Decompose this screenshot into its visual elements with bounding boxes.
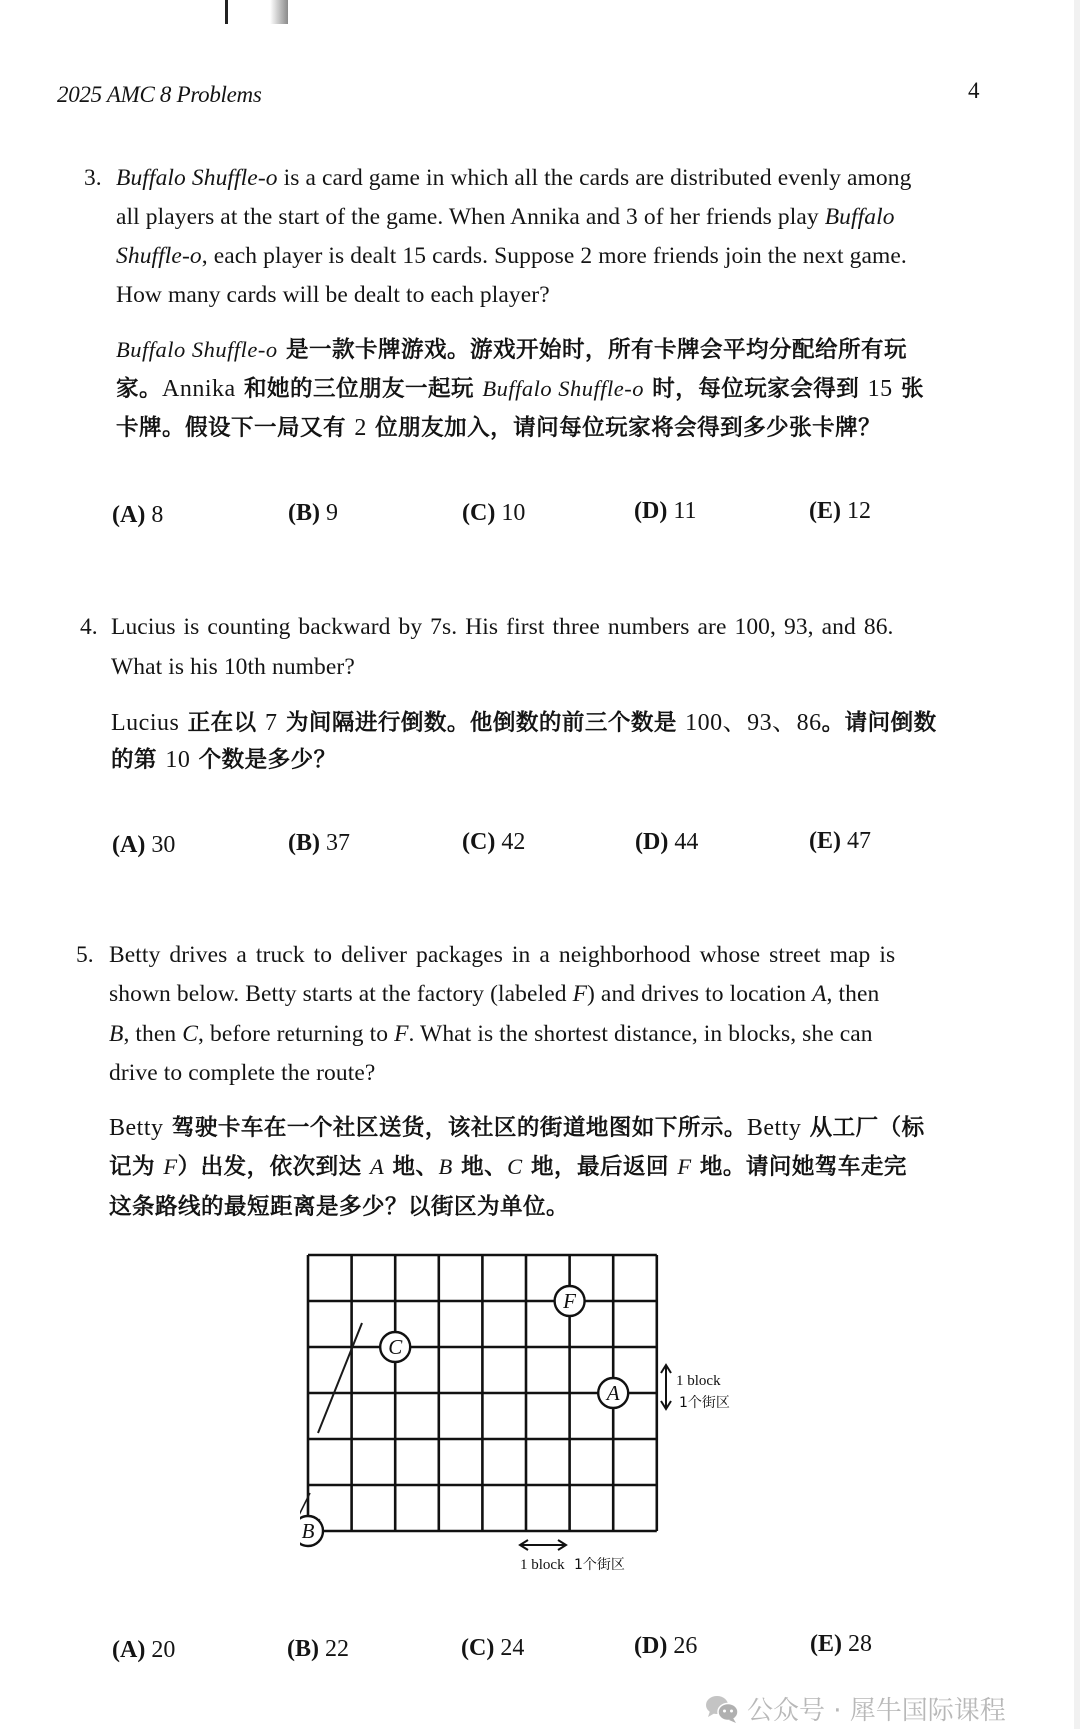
choice-value: 10	[501, 500, 526, 526]
text: ) and drives to location	[587, 981, 813, 1007]
scan-artifact-shadow	[270, 0, 288, 24]
location-label: A	[606, 1381, 620, 1405]
text: ）出发，依次到达	[177, 1154, 370, 1180]
wechat-icon	[705, 1694, 739, 1724]
text: 卡牌。假设下一局又有	[116, 415, 355, 441]
text: , then	[123, 1021, 183, 1047]
horizontal-scale-label-en: 1 block	[520, 1557, 565, 1573]
problem-text-line: drive to complete the route?	[109, 1060, 376, 1086]
choice-value: 37	[326, 830, 350, 856]
number: 2	[354, 415, 367, 441]
problem-number: 4.	[80, 614, 98, 640]
choice-label: (B)	[287, 1636, 319, 1662]
text: 为间隔进行倒数。他倒数的前三个数是	[277, 710, 686, 736]
text: . What is the shortest distance, in blocks, she can	[408, 1021, 873, 1047]
choice-value: 22	[325, 1636, 349, 1662]
numbers: 100、93、86	[685, 710, 822, 736]
var: B	[109, 1021, 124, 1047]
problem-chinese-line	[109, 1110, 925, 1142]
choice-d[interactable]	[635, 829, 698, 856]
watermark	[705, 1690, 1006, 1727]
text: 地，最后返回	[522, 1154, 678, 1180]
text: 。请问倒数	[821, 710, 937, 736]
text: 记为	[109, 1154, 164, 1180]
choice-a[interactable]	[112, 832, 175, 859]
number: 10	[165, 747, 191, 773]
name: Betty	[746, 1115, 802, 1141]
problem-chinese-line	[109, 1149, 907, 1181]
text: 时，每位玩家会得到	[643, 376, 868, 402]
choice-b[interactable]	[288, 500, 338, 527]
choice-label: (D)	[634, 1633, 668, 1659]
text: 正在以	[179, 710, 265, 736]
page-edge	[1074, 0, 1080, 1729]
game-name: Shuffle-o	[116, 243, 202, 269]
choice-value: 20	[151, 1637, 176, 1663]
problem-text-line	[116, 165, 911, 192]
pencil-line-c-to-b	[318, 1323, 362, 1433]
street-map-svg	[300, 1245, 760, 1585]
choice-d[interactable]	[634, 498, 696, 525]
choice-c[interactable]	[462, 500, 525, 527]
location-b	[300, 1516, 323, 1546]
choice-label: (C)	[462, 500, 496, 526]
choice-a[interactable]	[112, 1637, 175, 1664]
text: 张	[892, 376, 924, 402]
name: Lucius	[111, 710, 180, 736]
choice-d[interactable]	[634, 1633, 697, 1660]
var: C	[182, 1021, 199, 1047]
problem-text-line	[109, 981, 879, 1008]
choice-value: 12	[847, 498, 871, 524]
choice-b[interactable]	[288, 830, 350, 857]
choice-label: (A)	[112, 832, 146, 858]
choice-value: 47	[847, 828, 871, 854]
location-label: F	[563, 1289, 577, 1313]
text: 个数是多少？	[190, 747, 337, 773]
choice-value: 9	[326, 500, 338, 526]
choice-label: (A)	[112, 502, 146, 528]
choice-value: 28	[848, 1631, 872, 1657]
choice-value: 11	[673, 498, 697, 524]
var: F	[394, 1021, 409, 1047]
problem-text-line: Betty drives a truck to deliver packages in a neighborhood whose street map is	[109, 942, 896, 968]
choice-c[interactable]	[462, 829, 525, 856]
horizontal-scale-label-zh: 1个街区	[574, 1557, 625, 1573]
location-label: B	[301, 1519, 315, 1543]
problem-text-line: Lucius is counting backward by 7s. His first three numbers are 100, 93, and 86.	[111, 614, 894, 640]
choice-label: (B)	[288, 830, 320, 856]
choice-value: 44	[674, 829, 699, 855]
text: 的第	[111, 747, 166, 773]
horizontal-scale-arrow	[520, 1540, 566, 1550]
problem-chinese-line	[116, 332, 907, 364]
text: , each player is dealt 15 cards. Suppose 2 more friends join the next game.	[201, 243, 907, 269]
location-f	[555, 1286, 585, 1316]
game-name: Buffalo Shuffle-o	[116, 165, 278, 191]
problem-chinese-line	[111, 742, 337, 774]
var: A	[812, 981, 827, 1007]
choice-label: (C)	[462, 829, 496, 855]
location-label: C	[388, 1335, 403, 1359]
var: A	[369, 1154, 385, 1179]
vertical-scale-label-zh: 1个街区	[679, 1395, 730, 1411]
page-header-title: 2025 AMC 8 Problems	[57, 82, 262, 107]
choice-label: (E)	[810, 1631, 842, 1657]
text: 从工厂（标	[801, 1115, 925, 1141]
choice-value: 26	[673, 1633, 698, 1659]
choice-label: (A)	[112, 1637, 146, 1663]
page-number: 4	[968, 78, 980, 103]
choice-label: (D)	[634, 498, 668, 524]
game-name: Buffalo Shuffle-o	[482, 376, 644, 401]
problem-chinese-line	[116, 410, 881, 442]
street-map	[300, 1245, 760, 1585]
choice-value: 24	[500, 1635, 525, 1661]
text: 地、	[452, 1154, 508, 1180]
problem-text-line: How many cards will be dealt to each player?	[116, 282, 550, 308]
var: C	[507, 1154, 523, 1179]
problem-text-line	[116, 204, 895, 231]
text: 驾驶卡车在一个社区送货，该社区的街道地图如下所示。	[163, 1115, 747, 1141]
choice-e[interactable]	[810, 1631, 872, 1658]
text: , then	[826, 981, 880, 1007]
vertical-scale-arrow	[661, 1365, 671, 1409]
text: 地、	[384, 1154, 439, 1180]
text: 和她的三位朋友一起玩	[235, 376, 483, 402]
var: F	[572, 981, 588, 1007]
game-name: Buffalo	[824, 204, 895, 230]
choice-label: (E)	[809, 828, 841, 854]
text: all players at the start of the game. When Annika and 3 of her friends play	[116, 204, 825, 230]
choice-a[interactable]	[112, 502, 163, 529]
choice-label: (B)	[288, 500, 320, 526]
choice-value: 30	[151, 832, 176, 858]
number: 7	[265, 710, 278, 736]
problem-text-line	[109, 1021, 873, 1048]
choice-e[interactable]	[809, 828, 871, 855]
var: B	[438, 1154, 453, 1179]
number: 15	[867, 376, 893, 402]
watermark-text: 公众号 · 犀牛国际课程	[747, 1696, 1006, 1726]
problem-number: 5.	[76, 942, 94, 968]
location-a	[598, 1378, 628, 1408]
text: is a card game in which all the cards are distributed evenly among	[277, 165, 912, 191]
text: , before returning to	[198, 1021, 395, 1047]
problem-text-line: What is his 10th number?	[111, 654, 355, 680]
game-name: Buffalo Shuffle-o	[116, 337, 278, 362]
choice-label: (E)	[809, 498, 841, 524]
text: 是一款卡牌游戏。游戏开始时，所有卡牌会平均分配给所有玩	[277, 337, 907, 363]
problem-number: 3.	[84, 165, 102, 191]
choice-value: 8	[151, 502, 164, 528]
text: 地。请问她驾车走完	[691, 1154, 907, 1180]
text: shown below. Betty starts at the factory (labeled	[109, 981, 573, 1007]
problem-chinese-line: 这条路线的最短距离是多少？以街区为单位。	[109, 1194, 570, 1220]
var: F	[677, 1154, 692, 1179]
scan-artifact-line	[225, 0, 228, 24]
text: 家。	[116, 376, 163, 402]
choice-value: 42	[501, 829, 526, 855]
choice-c[interactable]	[461, 1635, 524, 1662]
choice-e[interactable]	[809, 498, 871, 525]
map-points	[300, 1286, 628, 1546]
problem-chinese-line	[116, 371, 924, 403]
vertical-scale-label-en: 1 block	[676, 1373, 721, 1389]
choice-label: (C)	[461, 1635, 495, 1661]
var: F	[163, 1154, 178, 1179]
name: Betty	[109, 1115, 164, 1141]
text: 位朋友加入，请问每位玩家将会得到多少张卡牌？	[366, 415, 882, 441]
choice-b[interactable]	[287, 1636, 349, 1663]
choice-label: (D)	[635, 829, 669, 855]
problem-text-line	[116, 243, 907, 270]
name: Annika	[162, 376, 236, 402]
problem-chinese-line	[111, 702, 937, 737]
location-c	[380, 1332, 410, 1362]
